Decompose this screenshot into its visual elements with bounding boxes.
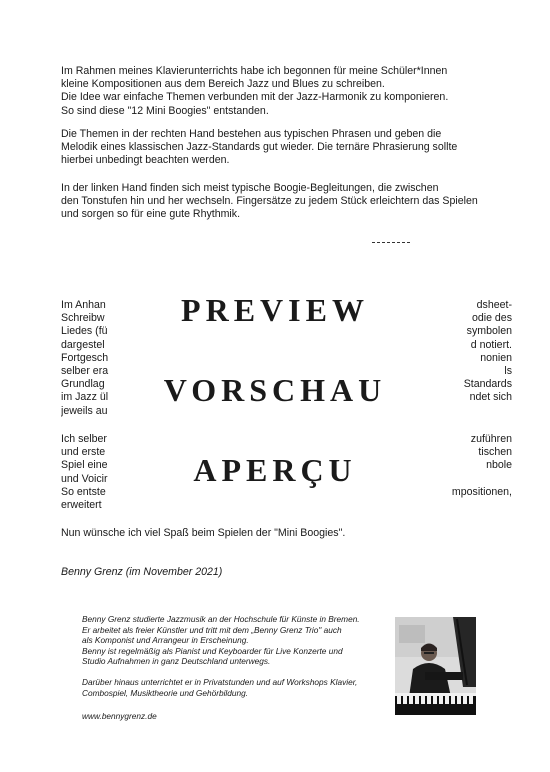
text-line: Im Rahmen meines Klavierunterrichts habe ich begonnen für meine Schüler*Innen: [61, 65, 448, 77]
text-fragment: nbole: [486, 459, 512, 472]
text-fragment: Standards: [463, 378, 512, 391]
text-line: In der linken Hand finden sich meist typische Boogie-Begleitungen, die zwischen: [61, 182, 439, 194]
text-fragment: odie des: [471, 312, 512, 325]
text-fragment: erweitert: [61, 499, 102, 512]
intro-paragraph-1: [61, 65, 511, 118]
text-fragment: Ich selber: [61, 433, 107, 445]
text-fragment: tischen: [478, 446, 512, 459]
bio-line: Darüber hinaus unterrichtet er in Privatstunden und auf Workshops Klavier,: [82, 677, 358, 687]
text-line: kleine Kompositionen aus dem Bereich Jazz und Blues zu schreiben.: [61, 78, 385, 91]
text-fragment: und Voicir: [61, 472, 108, 485]
text-line: Die Themen in der rechten Hand bestehen aus typischen Phrasen und geben die: [61, 128, 442, 140]
text-fragment: jeweils au: [61, 404, 108, 417]
bio-line: Er arbeitet als freier Künstler und tritt mit dem „Benny Grenz Trio" auch: [82, 624, 342, 635]
text-line: So sind diese "12 Mini Boogies" entstanden.: [61, 104, 269, 117]
text-fragment: zuführen: [470, 433, 512, 445]
text-line: Melodik eines klassischen Jazz-Standards gut wieder. Die ternäre Phrasierung sollte: [61, 141, 458, 154]
bio-line: Studio Aufnahmen in ganz Deutschland unterwegs.: [82, 656, 271, 667]
text-fragment: selber era: [61, 365, 109, 378]
closing-line: Nun wünsche ich viel Spaß beim Spielen der "Mini Boogies".: [61, 527, 346, 539]
text-fragment: d notiert.: [470, 338, 512, 351]
intro-paragraph-3: [61, 182, 511, 222]
text-line: Die Idee war einfache Themen verbunden mit der Jazz-Harmonik zu komponieren.: [61, 91, 449, 104]
text-line: hierbei unbedingt beachten werden.: [61, 154, 230, 167]
preview-watermark: PREVIEW: [181, 292, 369, 328]
text-line: den Tonstufen hin und her wechseln. Fingersätze zu jedem Stück erleichtern das Spielen: [61, 195, 478, 208]
text-fragment: symbolen: [466, 325, 512, 338]
intro-paragraph-2: [61, 128, 511, 168]
website-link[interactable]: www.bennygrenz.de: [82, 711, 157, 721]
text-fragment: ls: [504, 365, 512, 378]
text-fragment: Spiel eine: [61, 459, 108, 472]
bio-line: Combospiel, Musiktheorie und Gehörbildung.: [82, 687, 249, 698]
bio-paragraph-1: [82, 614, 382, 667]
text-fragment: Schreibw: [61, 312, 105, 325]
text-fragment: dsheet-: [476, 299, 512, 311]
bio-line: Benny ist regelmäßig als Pianist und Keyboarder für Live Konzerte und: [82, 645, 343, 656]
text-line: und sorgen so für eine gute Rhythmik.: [61, 208, 241, 221]
text-fragment: So entste: [61, 485, 106, 498]
partial-text-mark: [372, 242, 410, 245]
text-fragment: Liedes (fü: [61, 325, 108, 338]
text-fragment: ndet sich: [469, 391, 512, 404]
text-fragment: dargestel: [61, 338, 105, 351]
author-photo: [395, 617, 476, 715]
signature: Benny Grenz (im November 2021): [61, 566, 223, 578]
apercu-watermark: APERÇU: [193, 452, 357, 488]
text-fragment: im Jazz ül: [61, 391, 109, 404]
text-fragment: mpositionen,: [451, 485, 512, 498]
vorschau-watermark: VORSCHAU: [163, 372, 387, 408]
text-fragment: und erste: [61, 446, 106, 459]
text-fragment: Im Anhan: [61, 299, 106, 311]
text-fragment: nonien: [480, 351, 512, 364]
bio-line: als Komponist und Arrangeur in Erscheinung.: [82, 635, 249, 646]
bio-paragraph-2: [82, 677, 382, 698]
text-fragment: Fortgesch: [61, 351, 109, 364]
bio-line: Benny Grenz studierte Jazzmusik an der Hochschule für Künste in Bremen.: [82, 614, 360, 624]
text-fragment: Grundlag: [61, 378, 105, 391]
